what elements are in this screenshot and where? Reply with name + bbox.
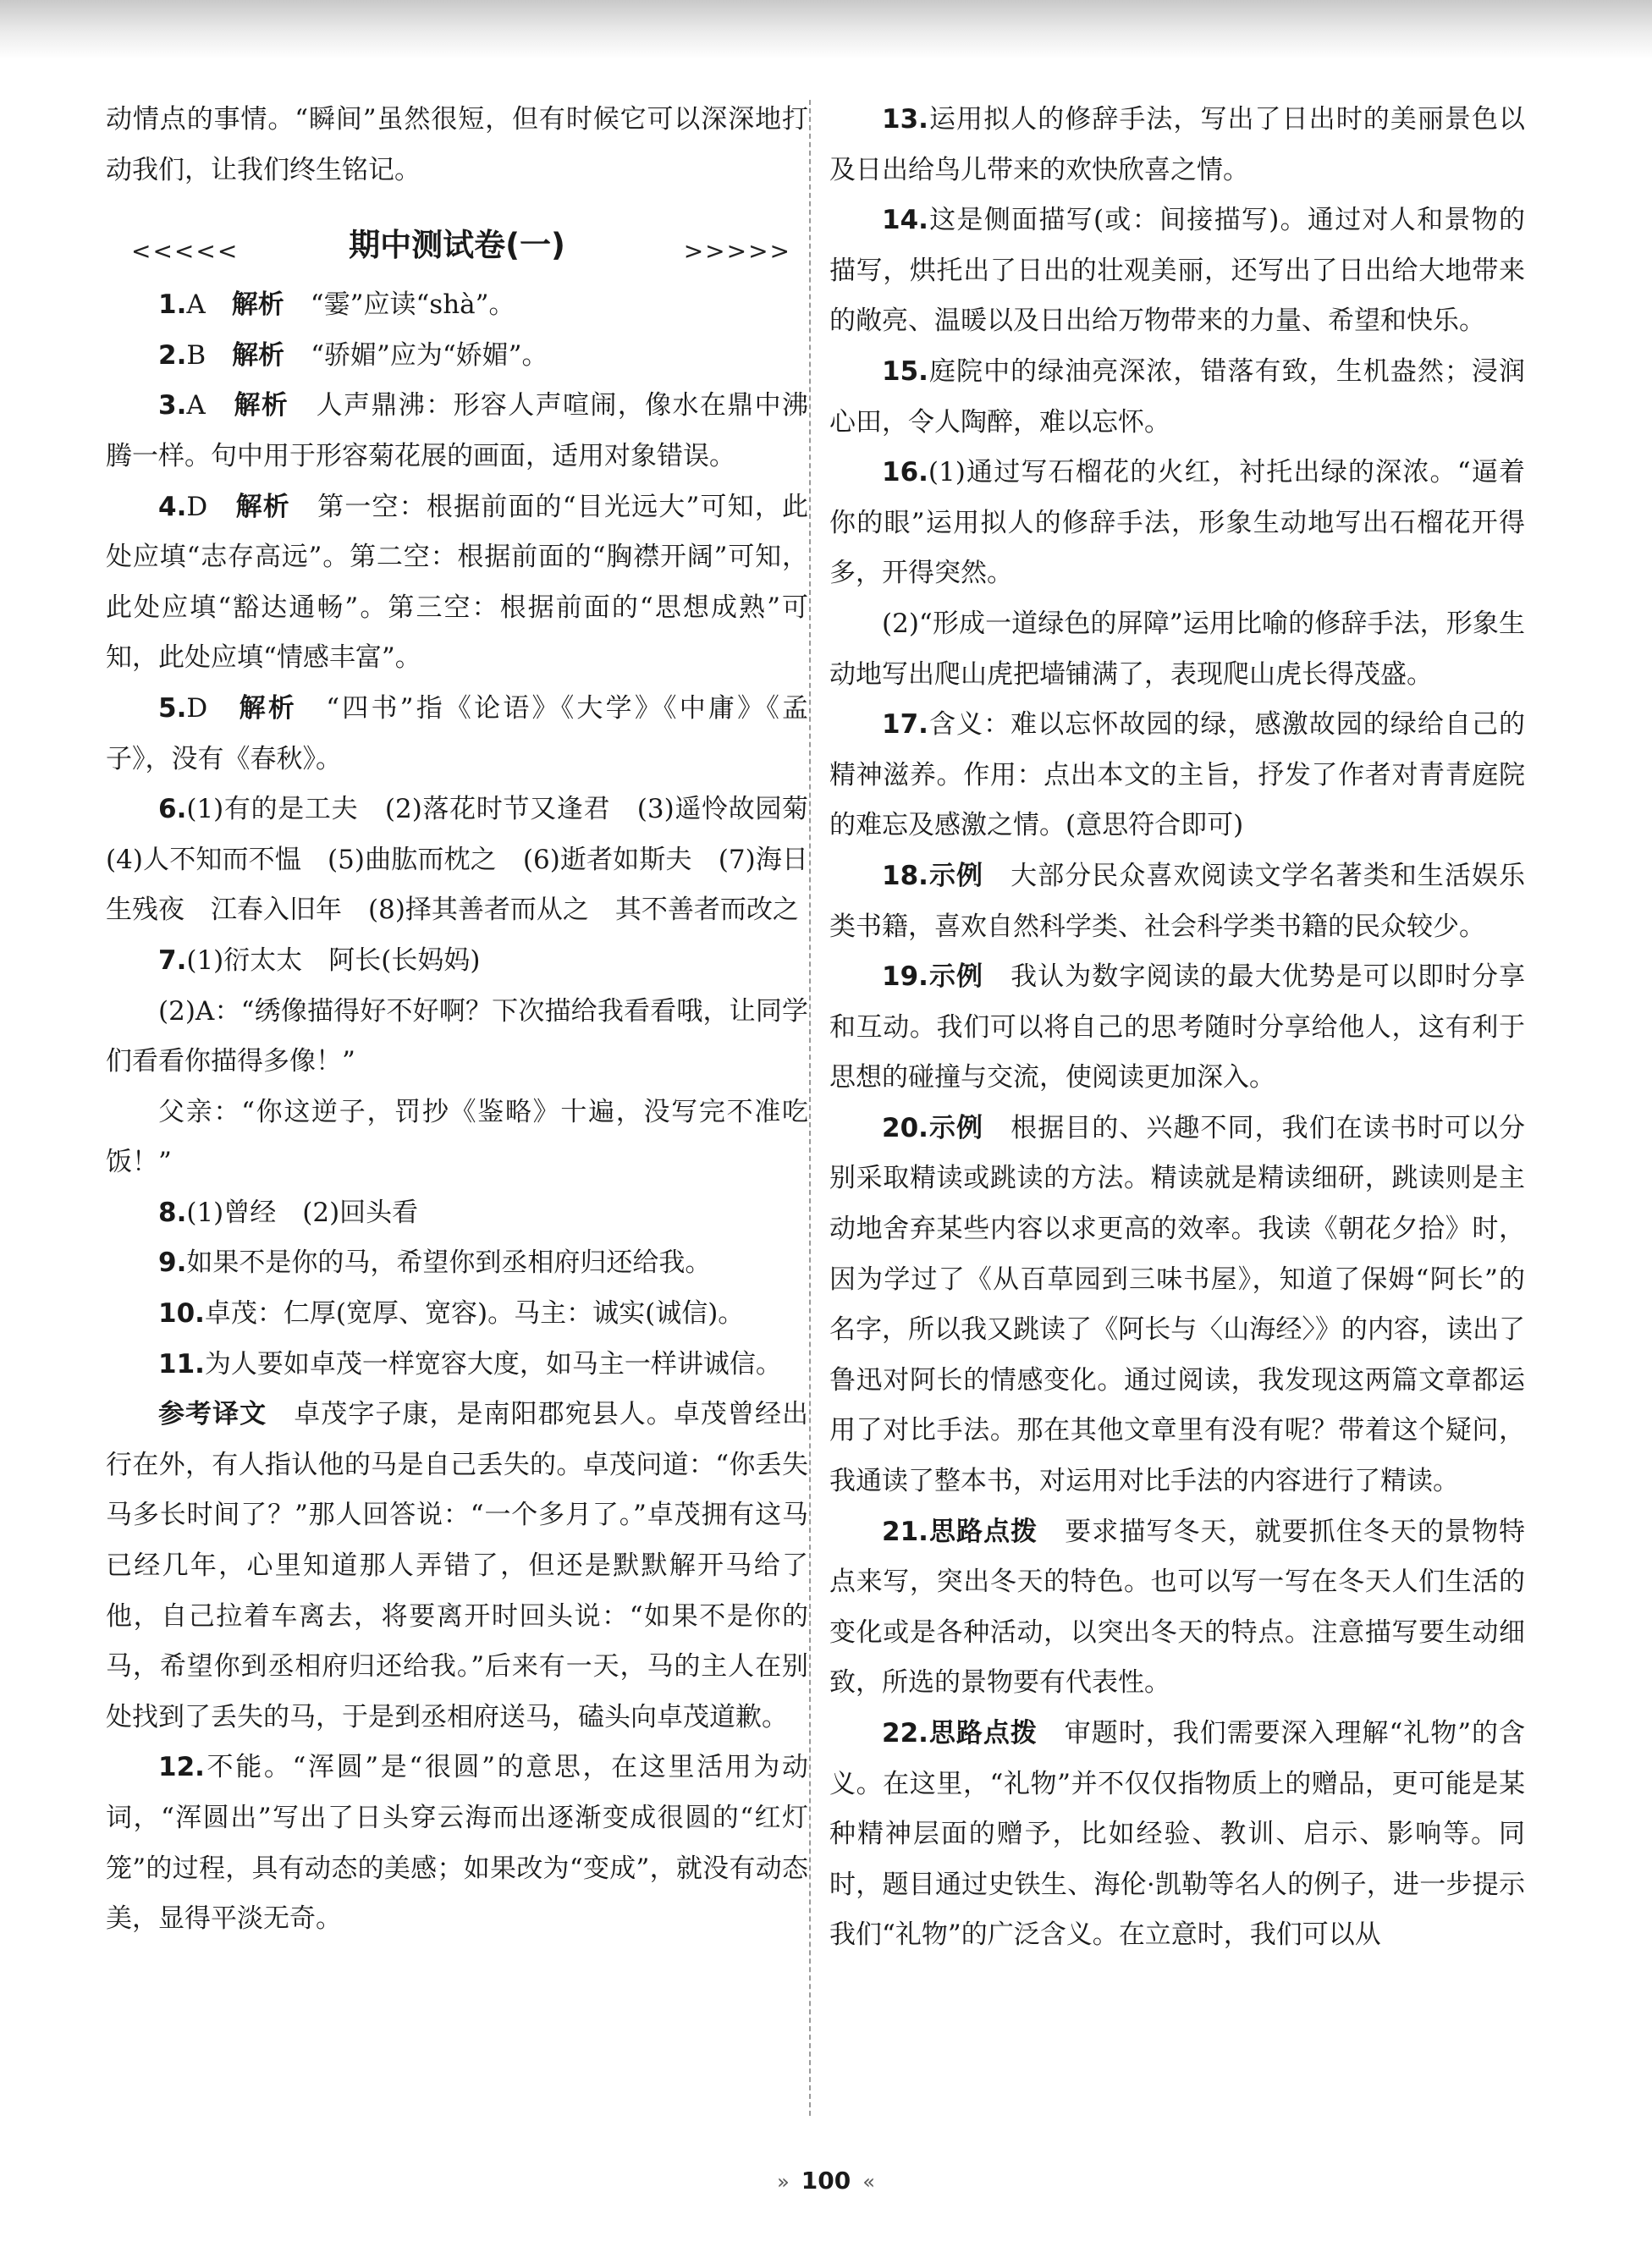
scan-top-shadow bbox=[0, 0, 1652, 59]
answer-16-part-2: (2)“形成一道绿色的屏障”运用比喻的修辞手法，形象生动地写出爬山虎把墙铺满了，表现爬山虎长得茂盛。 bbox=[829, 608, 1525, 690]
section-header bbox=[106, 219, 808, 272]
page-number-value: 100 bbox=[801, 2167, 851, 2195]
page-marker-right: « bbox=[862, 2170, 875, 2194]
right-column bbox=[829, 95, 1525, 1961]
answer-15: 15.庭院中的绿油亮深浓，错落有致，生机盎然；浸润心田，令人陶醉，难以忘怀。 bbox=[829, 355, 1525, 438]
answer-5: 5.D 解析 “四书”指《论语》《大学》《中庸》《孟子》，没有《春秋》。 bbox=[106, 692, 809, 774]
answer-22: 22.思路点拨 审题时，我们需要深入理解“礼物”的含义。在这里，“礼物”并不仅仅指物质上的赠品，更可能是某种精神层面的赠予，比如经验、教训、启示、影响等。同时，题目通过史铁生、海伦·凯勒等名人的例子，进一步提示我们“礼物”的广泛含义。在立意时，我们可以从 bbox=[829, 1718, 1526, 1951]
answer-19: 19.示例 我认为数字阅读的最大优势是可以即时分享和互动。我们可以将自己的思考随时分享给他人，这有利于思想的碰撞与交流，使阅读更加深入。 bbox=[829, 961, 1526, 1093]
page-number bbox=[0, 2167, 1652, 2195]
answer-9: 9.如果不是你的马，希望你到丞相府归还给我。 bbox=[158, 1247, 712, 1279]
section-title: 期中测试卷(一) bbox=[349, 227, 565, 264]
answer-6: 6.(1)有的是工夫 (2)落花时节又逢君 (3)遥怜故园菊 (4)人不知而不愠 (5)曲肱而枕之 (6)逝者如斯夫 (7)海日生残夜 江春入旧年 (8)择其善者而从之 其不善者而改之 bbox=[106, 794, 834, 926]
answer-10: 10.卓茂：仁厚(宽厚、宽容)。马主：诚实(诚信)。 bbox=[158, 1298, 745, 1330]
column-divider bbox=[809, 100, 811, 2116]
intro-paragraph: 动情点的事情。“瞬间”虽然很短，但有时候它可以深深地打动我们，让我们终生铭记。 bbox=[106, 104, 808, 185]
answer-4: 4.D 解析 第一空：根据前面的“目光远大”可知，此处应填“志存高远”。第二空：根据前面的“胸襟开阔”可知，此处应填“豁达通畅”。第三空：根据前面的“思想成熟”可知，此处应填“情感丰富”。 bbox=[106, 491, 809, 674]
answer-1: 1.A 解析 “霎”应读“shà”。 bbox=[158, 289, 515, 321]
answer-12: 12.不能。“浑圆”是“很圆”的意思，在这里活用为动词，“浑圆出”写出了日头穿云海而出逐渐变成很圆的“红灯笼”的过程，具有动态的美感；如果改为“变成”，就没有动态美，显得平淡无奇。 bbox=[106, 1752, 808, 1935]
answer-14: 14.这是侧面描写(或：间接描写)。通过对人和景物的描写，烘托出了日出的壮观美丽，还写出了日出给大地带来的敞亮、温暖以及日出给万物带来的力量、希望和快乐。 bbox=[829, 205, 1525, 337]
answer-7-part-3: 父亲：“你这逆子，罚抄《鉴略》十遍，没写完不准吃饭！” bbox=[106, 1096, 808, 1178]
answer-7-part-2: (2)A：“绣像描得好不好啊？下次描给我看看哦，让同学们看看你描得多像！” bbox=[106, 995, 808, 1077]
arrow-right-decoration: >>>>> bbox=[683, 237, 791, 266]
arrow-left-decoration: <<<<< bbox=[131, 237, 240, 266]
answer-17: 17.含义：难以忘怀故园的绿，感激故园的绿给自己的精神滋养。作用：点出本文的主旨，抒发了作者对青青庭院的难忘及感激之情。(意思符合即可) bbox=[829, 709, 1525, 841]
answer-20: 20.示例 根据目的、兴趣不同，我们在读书时可以分别采取精读或跳读的方法。精读就是精读细研，跳读则是主动地舍弃某些内容以求更高的效率。我读《朝花夕拾》时，因为学过了《从百草园到三味书屋》，知道了保姆“阿长”的名字，所以我又跳读了《阿长与〈山海经〉》的内容，读出了鲁迅对阿长的情感变化。通过阅读，我发现这两篇文章都运用了对比手法。那在其他文章里有没有呢？带着这个疑问，我通读了整本书，对运用对比手法的内容进行了精读。 bbox=[829, 1112, 1526, 1497]
answer-8: 8.(1)曾经 (2)回头看 bbox=[158, 1197, 419, 1228]
answer-21: 21.思路点拨 要求描写冬天，就要抓住冬天的景物特点来写，突出冬天的特色。也可以写一写在冬天人们生活的变化或是各种活动，以突出冬天的特点。注意描写要生动细致，所选的景物要有代表性。 bbox=[829, 1516, 1526, 1699]
answer-18: 18.示例 大部分民众喜欢阅读文学名著类和生活娱乐类书籍，喜欢自然科学类、社会科学类书籍的民众较少。 bbox=[829, 860, 1526, 942]
reference-translation: 参考译文 卓茂字子康，是南阳郡宛县人。卓茂曾经出行在外，有人指认他的马是自己丢失的。卓茂问道：“你丢失马多长时间了？”那人回答说：“一个多月了。”卓茂拥有这马已经几年，心里知道那人弄错了，但还是默默解开马给了他，自己拉着车离去，将要离开时回头说：“如果不是你的马，希望你到丞相府归还给我。”后来有一天，马的主人在别处找到了丢失的马，于是到丞相府送马，磕头向卓茂道歉。 bbox=[106, 1399, 809, 1732]
answer-13: 13.运用拟人的修辞手法，写出了日出时的美丽景色以及日出给鸟儿带来的欢快欣喜之情。 bbox=[829, 104, 1525, 185]
answer-7: 7.(1)衍太太 阿长(长妈妈) bbox=[158, 945, 481, 976]
answer-2: 2.B 解析 “骄媚”应为“娇媚”。 bbox=[158, 339, 548, 371]
left-column bbox=[106, 95, 834, 1945]
answer-11: 11.为人要如卓茂一样宽容大度，如马主一样讲诚信。 bbox=[158, 1348, 782, 1380]
answer-16: 16.(1)通过写石榴花的火红，衬托出绿的深浓。“逼着你的眼”运用拟人的修辞手法，形象生动地写出石榴花开得多，开得突然。 bbox=[829, 457, 1525, 589]
page-marker-left: » bbox=[777, 2170, 790, 2194]
answer-3: 3.A 解析 人声鼎沸：形容人声喧闹，像水在鼎中沸腾一样。句中用于形容菊花展的画面，适用对象错误。 bbox=[106, 390, 808, 471]
